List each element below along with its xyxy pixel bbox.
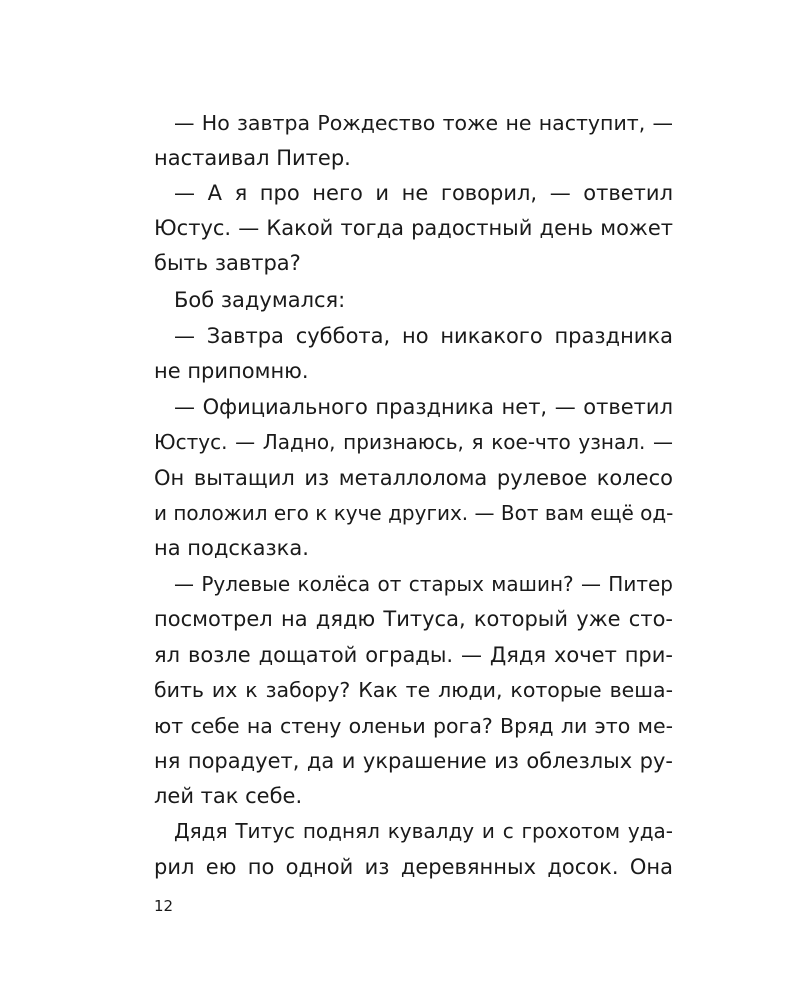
text-line: на подсказка.	[154, 536, 309, 560]
page-number: 12	[154, 897, 174, 915]
text-line: быть завтра?	[154, 251, 301, 275]
text-line: посмотрел на дядю Титуса, который уже сто-	[154, 607, 673, 631]
text-line: лей так себе.	[154, 784, 303, 808]
text-line: — Завтра суббота, но никакого праздника	[174, 324, 673, 348]
text-line: — Но завтра Рождество тоже не наступит, —	[174, 111, 673, 135]
text-line: — А я про него и не говорил, — ответил	[174, 181, 673, 205]
text-line: Боб задумался:	[174, 288, 346, 312]
text-line: — Официального праздника нет, — ответил	[174, 395, 673, 419]
text-line: — Рулевые колёса от старых машин? — Питер	[174, 572, 673, 596]
text-line: бить их к забору? Как те люди, которые веша-	[154, 678, 673, 702]
text-line: Он вытащил из металлолома рулевое колесо	[154, 466, 673, 490]
text-line: настаивал Питер.	[154, 146, 351, 170]
text-line: ял возле дощатой ограды. — Дядя хочет при-	[154, 643, 673, 667]
text-line: Юстус. — Ладно, признаюсь, я кое-что узнал. —	[154, 430, 673, 454]
text-line: Дядя Титус поднял кувалду и с грохотом уда-	[174, 819, 673, 843]
text-line: ня порадует, да и украшение из облезлых ру-	[154, 749, 673, 773]
text-line: Юстус. — Какой тогда радостный день может	[154, 216, 673, 240]
text-line: и положил его к куче других. — Вот вам ещё од-	[154, 501, 674, 525]
text-line: не припомню.	[154, 359, 309, 383]
text-line: рил ею по одной из деревянных досок. Она	[154, 855, 673, 879]
text-line: ют себе на стену оленьи рога? Вряд ли это ме-	[154, 714, 673, 738]
